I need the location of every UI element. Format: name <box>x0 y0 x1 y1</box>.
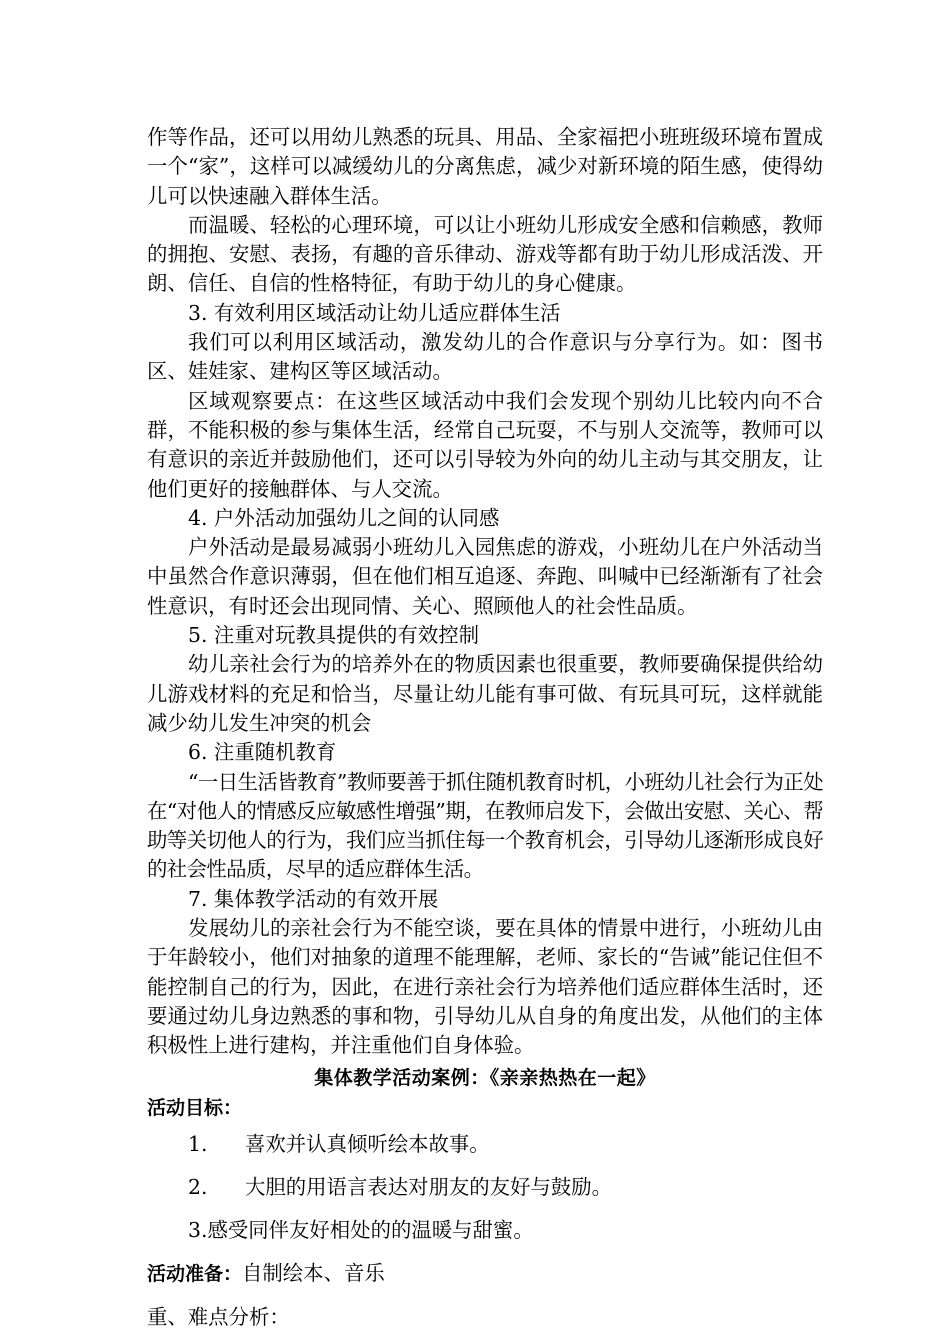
paragraph: 户外活动是最易减弱小班幼儿入园焦虑的游戏，小班幼儿在户外活动当中虽然合作意识薄弱，但在他们相互追逐、奔跑、叫喊中已经渐渐有了社会性意识，有时还会出现同情、关心、照顾他人的社会性品质。 <box>147 535 823 618</box>
section-heading: 6. 注重随机教育 <box>188 740 337 765</box>
goal-text: 喜欢并认真倾听绘本故事。 <box>245 1131 490 1156</box>
paragraph: “一日生活皆教育”教师要善于抓住随机教育时机，小班幼儿社会行为正处在“对他人的情感反应敏感性增强”期，在教师启发下，会做出安慰、关心、帮助等关切他人的行为，我们应当抓住每一个教育机会，引导幼儿逐渐形成良好的社会性品质，尽早的适应群体生活。 <box>147 769 823 882</box>
paragraph: 区域观察要点：在这些区域活动中我们会发现个别幼儿比较内向不合群，不能积极的参与集体生活，经常自己玩耍，不与别人交流等，教师可以有意识的亲近并鼓励他们，还可以引导较为外向的幼儿主动与其交朋友，让他们更好的接触群体、与人交流。 <box>147 388 823 501</box>
preparation <box>147 1252 823 1296</box>
goal-item: 3.感受同伴友好相处的的温暖与甜蜜。 <box>188 1217 534 1242</box>
goal-item <box>147 1166 823 1209</box>
paragraph: 我们可以利用区域活动，激发幼儿的合作意识与分享行为。如：图书区、娃娃家、建构区等区域活动。 <box>147 330 823 384</box>
document-body <box>147 123 823 1339</box>
preparation-label: 活动准备： <box>147 1262 243 1285</box>
section-heading: 3. 有效利用区域活动让幼儿适应群体生活 <box>188 300 561 325</box>
preparation-text: 自制绘本、音乐 <box>242 1260 385 1285</box>
analysis-heading: 重、难点分析： <box>147 1304 290 1329</box>
section-heading: 5. 注重对玩教具提供的有效控制 <box>188 623 480 648</box>
section-heading: 4. 户外活动加强幼儿之间的认同感 <box>188 505 500 530</box>
goals-label <box>147 1093 823 1123</box>
paragraph: 幼儿亲社会行为的培养外在的物质因素也很重要，教师要确保提供给幼儿游戏材料的充足和恰当，尽量让幼儿能有事可做、有玩具可玩，这样就能减少幼儿发生冲突的机会 <box>147 652 823 735</box>
paragraph: 而温暖、轻松的心理环境，可以让小班幼儿形成安全感和信赖感，教师的拥抱、安慰、表扬，有趣的音乐律动、游戏等都有助于幼儿形成活泼、开朗、信任、自信的性格特征，有助于幼儿的身心健康。 <box>147 212 823 296</box>
case-title: 集体教学活动案例：《亲亲热热在一起》 <box>314 1066 656 1089</box>
goal-number: 2. <box>188 1174 208 1199</box>
goals-label-text: 活动目标： <box>147 1096 243 1119</box>
section-heading: 7. 集体教学活动的有效开展 <box>188 886 439 911</box>
paragraph: 作等作品，还可以用幼儿熟悉的玩具、用品、全家福把小班班级环境布置成一个“家”，这样可以减缓幼儿的分离焦虑，减少对新环境的陌生感，使得幼儿可以快速融入群体生活。 <box>147 125 823 208</box>
goal-item <box>147 1123 823 1166</box>
goal-number: 1. <box>188 1131 208 1156</box>
goal-text: 大胆的用语言表达对朋友的友好与鼓励。 <box>245 1174 613 1199</box>
paragraph: 发展幼儿的亲社会行为不能空谈，要在具体的情景中进行，小班幼儿由于年龄较小，他们对抽象的道理不能理解，老师、家长的“告诫”能记住但不能控制自己的行为，因此，在进行亲社会行为培养他们适应群体生活时，还要通过幼儿身边熟悉的事和物，引导幼儿从自身的角度出发，从他们的主体积极性上进行建构，并注重他们自身体验。 <box>147 916 823 1058</box>
